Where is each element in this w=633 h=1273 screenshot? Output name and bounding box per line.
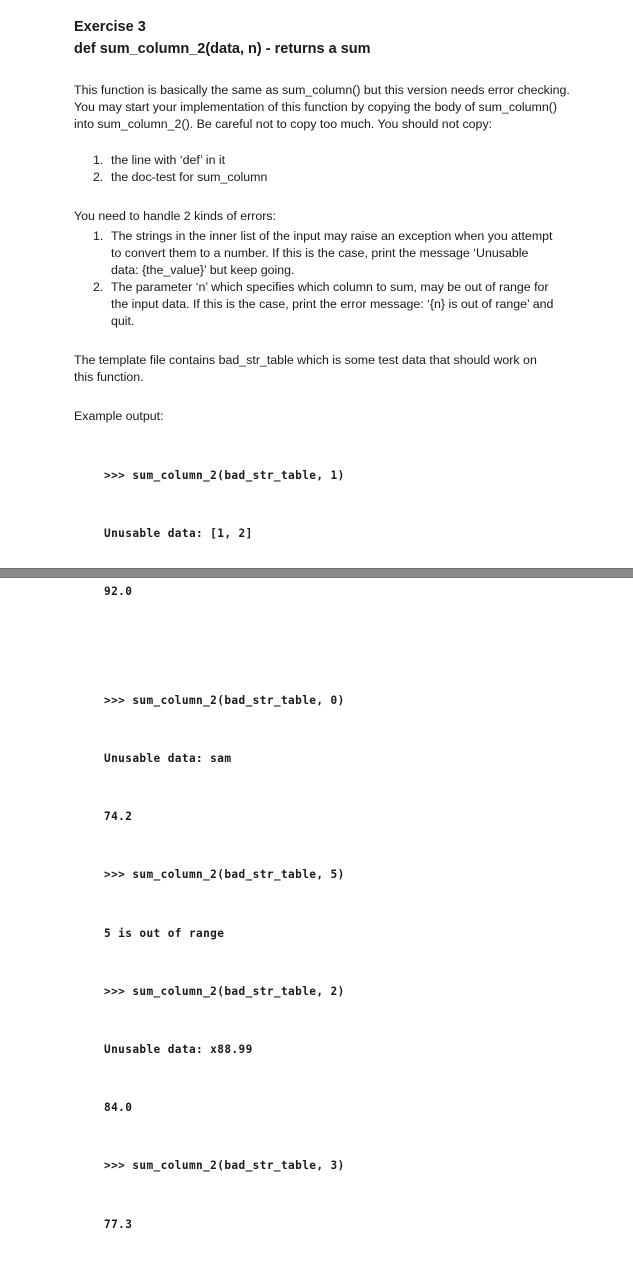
template-note: The template file contains bad_str_table which is some test data that should work on this function. [74, 353, 537, 384]
list-text: The parameter ‘n’ which specifies which column to sum, may be out of range for the input data. If this is the case, print the error message: ‘{n} is out of range’ and quit. [111, 280, 554, 328]
list-item [93, 279, 555, 330]
code-line: 77.3 [104, 1217, 133, 1231]
list-item [93, 152, 553, 169]
list-number: 1. [93, 153, 104, 167]
code-line: 5 is out of range [104, 926, 225, 940]
code-line: >>> sum_column_2(bad_str_table, 5) [104, 868, 345, 882]
code-line: Unusable data: x88.99 [104, 1043, 253, 1057]
list-text: the doc-test for sum_column [111, 170, 268, 184]
example-heading: Example output: [74, 409, 164, 423]
code-line: >>> sum_column_2(bad_str_table, 0) [104, 693, 345, 707]
list-number: 2. [93, 170, 104, 184]
code-line: Unusable data: sam [104, 752, 232, 766]
code-line: 84.0 [104, 1101, 133, 1115]
list-text: the line with ‘def’ in it [111, 153, 226, 167]
exercise-title: Exercise 3 [74, 19, 146, 35]
list-item [93, 228, 555, 279]
list-item [93, 169, 553, 186]
errors-heading: You need to handle 2 kinds of errors: [74, 209, 277, 223]
code-line: >>> sum_column_2(bad_str_table, 1) [104, 468, 345, 482]
document-page-1 [0, 0, 633, 599]
error-kinds-list [93, 228, 555, 330]
page-break-divider [0, 568, 633, 578]
list-number: 2. [93, 280, 104, 294]
example-output-page-2 [104, 652, 345, 1273]
list-number: 1. [93, 229, 104, 243]
document-page-2 [0, 578, 633, 1231]
code-line: >>> sum_column_2(bad_str_table, 3) [104, 1159, 345, 1173]
code-line: 74.2 [104, 810, 133, 824]
list-text: The strings in the inner list of the input may raise an exception when you attempt to convert them to a number. If this is the case, print the message ‘Unusable data: {the_value}’ but keep going. [111, 229, 553, 277]
copy-exclusion-list [93, 152, 553, 186]
intro-paragraph: This function is basically the same as sum_column() but this version needs error checking. You may start your implementation of this function by copying the body of sum_column() into sum_column_2(). Be careful not to copy too much. You should not copy: [74, 83, 570, 131]
code-line: Unusable data: [1, 2] [104, 527, 253, 541]
code-line: >>> sum_column_2(bad_str_table, 2) [104, 984, 345, 998]
code-line: 92.0 [104, 585, 133, 599]
function-signature: def sum_column_2(data, n) - returns a sum [74, 41, 371, 57]
